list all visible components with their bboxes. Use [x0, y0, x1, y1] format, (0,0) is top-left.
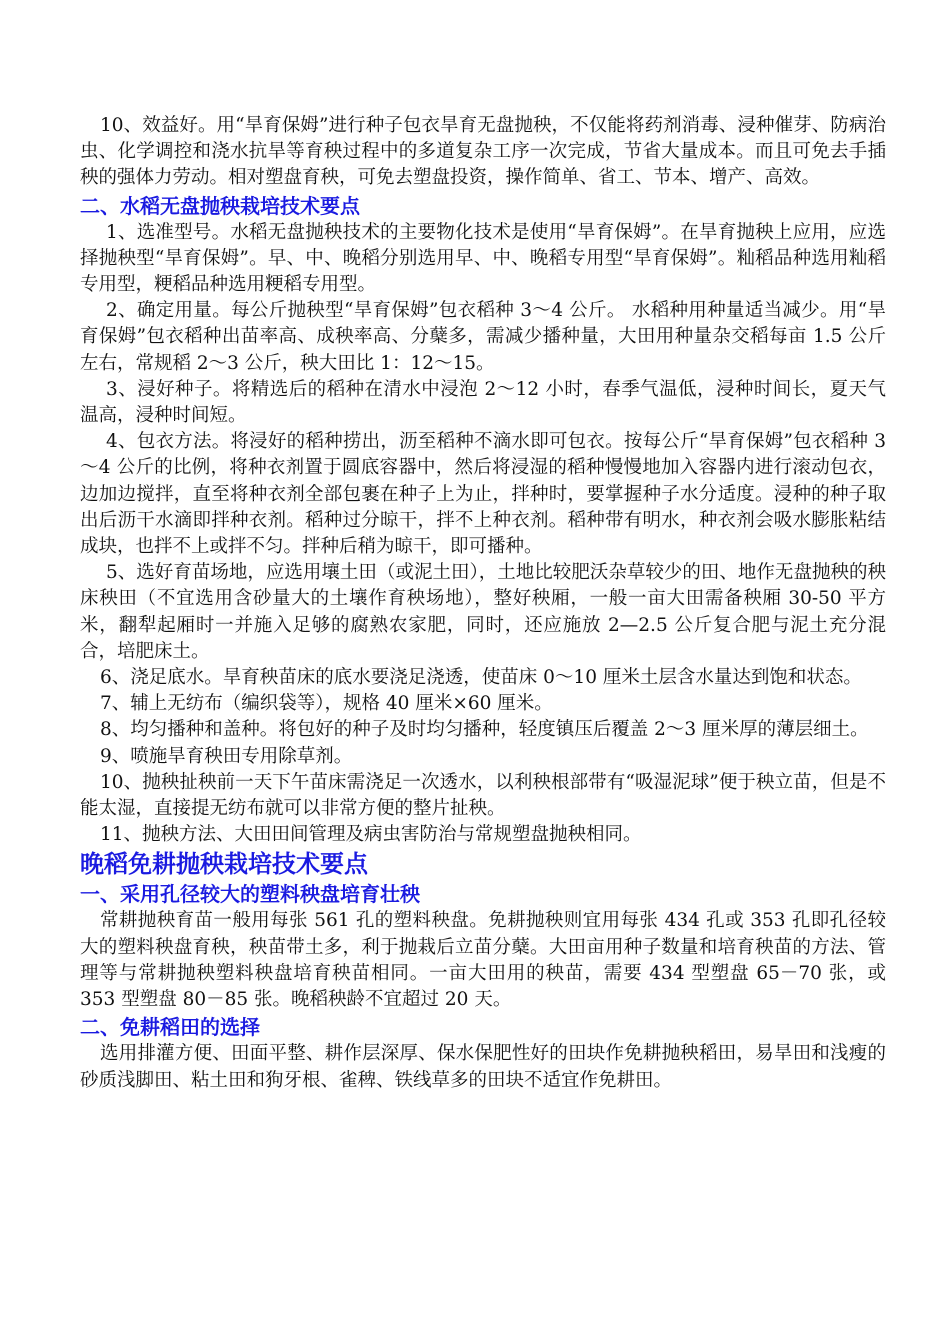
list-item: 9、喷施旱育秧田专用除草剂。: [100, 745, 353, 767]
section-heading-field-selection: 二、免耕稻田的选择: [80, 1015, 260, 1040]
section-heading-no-tray: 二、水稻无盘抛秧栽培技术要点: [80, 193, 360, 218]
list-item: 6、浇足底水。旱育秧苗床的底水要浇足浇透，使苗床 0～10 厘米土层含水量达到饱和状态。: [100, 667, 862, 689]
list-item: 5、选好育苗场地，应选用壤土田（或泥土田），土地比较肥沃杂草较少的田、地作无盘抛秧的秧床秧田（不宜选用含砂量大的土壤作育秧场地），整好秧厢，一般一亩大田需备秧厢 30-50 平方米，翻犁起厢时一并施入足够的腐熟农家肥，同时，还应施放 2—2.5 公斤复合肥与泥土充分混合，培肥床土。: [80, 562, 886, 662]
list-item: 4、包衣方法。将浸好的稻种捞出，沥至稻种不滴水即可包衣。按每公斤“旱育保姆”包衣稻种 3～4 公斤的比例，将种衣剂置于圆底容器中，然后将浸湿的稻种慢慢地加入容器内进行滚动包衣，边加边搅拌，直至将种衣剂全部包裹在种子上为止，拌种时，要掌握种子水分适度。浸种的种子取出后沥干水滴即拌种衣剂。稻种过分晾干，拌不上种衣剂。稻种带有明水，种衣剂会吸水膨胀粘结成块，也拌不上或拌不匀。拌种后稍为晾干，即可播种。: [80, 431, 886, 558]
paragraph-benefit: 10、效益好。用“旱育保姆”进行种子包衣旱育无盘抛秧，不仅能将药剂消毒、浸种催芽、防病治虫、化学调控和浇水抗旱等育秧过程中的多道复杂工序一次完成，节省大量成本。而且可免去手插秧的强体力劳动。相对塑盘育秧，可免去塑盘投资，操作简单、省工、节本、增产、高效。: [80, 115, 886, 189]
main-heading-late-rice: 晚稻免耕抛秧栽培技术要点: [80, 850, 368, 879]
document-body: [80, 113, 886, 1094]
list-item: 3、浸好种子。将精选后的稻种在清水中浸泡 2～12 小时，春季气温低，浸种时间长，夏天气温高，浸种时间短。: [80, 378, 886, 427]
section-heading-seedling-tray: 一、采用孔径较大的塑料秧盘培育壮秧: [80, 882, 420, 907]
list-item: 1、选准型号。水稻无盘抛秧技术的主要物化技术是使用“旱育保姆”。在旱育抛秧上应用，应选择抛秧型“旱育保姆”。早、中、晚稻分别选用早、中、晚稻专用型“旱育保姆”。籼稻品种选用籼稻专用型，粳稻品种选用粳稻专用型。: [80, 221, 886, 296]
list-item: 2、确定用量。每公斤抛秧型“旱育保姆”包衣稻种 3～4 公斤。 水稻种用种量适当减少。用“旱育保姆”包衣稻种出苗率高、成秧率高、分蘖多，需减少播种量，大田用种量杂交稻每亩 1.5 公斤左右，常规稻 2～3 公斤，秧大田比 1：12～15。: [80, 300, 886, 374]
paragraph-field-selection: 选用排灌方便、田面平整、耕作层深厚、保水保肥性好的田块作免耕抛秧稻田，易旱田和浅瘦的砂质浅脚田、粘土田和狗牙根、雀稗、铁线草多的田块不适宜作免耕田。: [80, 1043, 886, 1091]
list-item: 10、抛秧扯秧前一天下午苗床需浇足一次透水，以利秧根部带有“吸湿泥球”便于秧立苗，但是不能太湿，直接提无纺布就可以非常方便的整片扯秧。: [80, 771, 886, 820]
list-item: 11、抛秧方法、大田田间管理及病虫害防治与常规塑盘抛秧相同。: [100, 824, 642, 846]
list-item: 7、辅上无纺布（编织袋等），规格 40 厘米×60 厘米。: [100, 693, 553, 715]
list-item: 8、均匀播种和盖种。将包好的种子及时均匀播种，轻度镇压后覆盖 2～3 厘米厚的薄层细土。: [100, 719, 869, 741]
paragraph-seedling-tray: 常耕抛秧育苗一般用每张 561 孔的塑料秧盘。免耕抛秧则宜用每张 434 孔或 353 孔即孔径较大的塑料秧盘育秧，秧苗带土多，利于抛栽后立苗分蘖。大田亩用种子数量和培育秧苗的方法、管理等与常耕抛秧塑料秧盘培育秧苗相同。一亩大田用的秧苗，需要 434 型塑盘 65－70 张，或 353 型塑盘 80－85 张。晚稻秧龄不宜超过 20 天。: [80, 910, 886, 1011]
